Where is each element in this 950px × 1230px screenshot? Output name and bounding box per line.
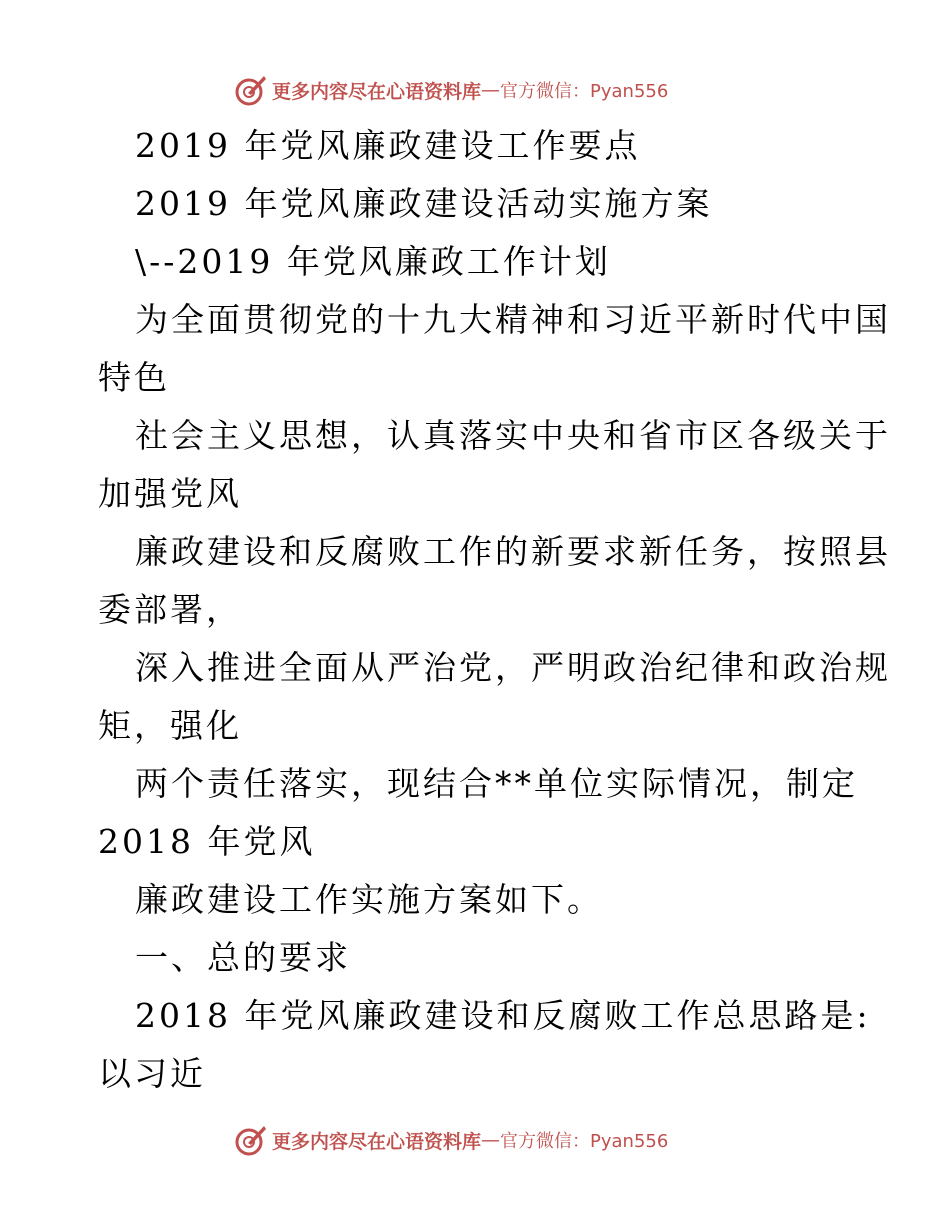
- doc-line: 2019 年党风廉政建设活动实施方案: [135, 184, 713, 223]
- doc-line: 特色: [98, 358, 170, 397]
- watermark-wechat-text: 官方微信：Pyan556: [500, 81, 669, 102]
- doc-line: 加强党风: [98, 474, 242, 513]
- doc-line: 两个责任落实，现结合**单位实际情况，制定: [135, 764, 858, 803]
- watermark-dash: —: [481, 79, 501, 101]
- doc-line: 2018 年党风廉政建设和反腐败工作总思路是:: [135, 996, 871, 1035]
- doc-line: 委部署，: [98, 590, 242, 629]
- doc-line: 2019 年党风廉政建设工作要点: [135, 126, 641, 165]
- watermark-main-text: 更多内容尽在心语资料库: [272, 1130, 482, 1153]
- watermark-footer: [234, 1123, 754, 1157]
- doc-line: 深入推进全面从严治党，严明政治纪律和政治规: [135, 648, 891, 687]
- watermark-main-text: 更多内容尽在心语资料库: [272, 80, 482, 103]
- doc-line: 廉政建设和反腐败工作的新要求新任务，按照县: [135, 532, 891, 571]
- doc-heading: 一、总的要求: [135, 938, 351, 977]
- doc-line: 以习近: [98, 1054, 206, 1093]
- watermark-wechat-text: 官方微信：Pyan556: [500, 1131, 669, 1152]
- doc-line: \--2019 年党风廉政工作计划: [135, 242, 611, 281]
- quill-logo-icon: [234, 1123, 268, 1157]
- watermark-dash: —: [481, 1129, 501, 1151]
- doc-line: 为全面贯彻党的十九大精神和习近平新时代中国: [135, 300, 891, 339]
- watermark-header: [234, 73, 754, 107]
- doc-line: 廉政建设工作实施方案如下。: [135, 880, 603, 919]
- doc-line: 矩，强化: [98, 706, 242, 745]
- doc-line: 2018 年党风: [98, 822, 316, 861]
- quill-logo-icon: [234, 73, 268, 107]
- doc-line: 社会主义思想，认真落实中央和省市区各级关于: [135, 416, 891, 455]
